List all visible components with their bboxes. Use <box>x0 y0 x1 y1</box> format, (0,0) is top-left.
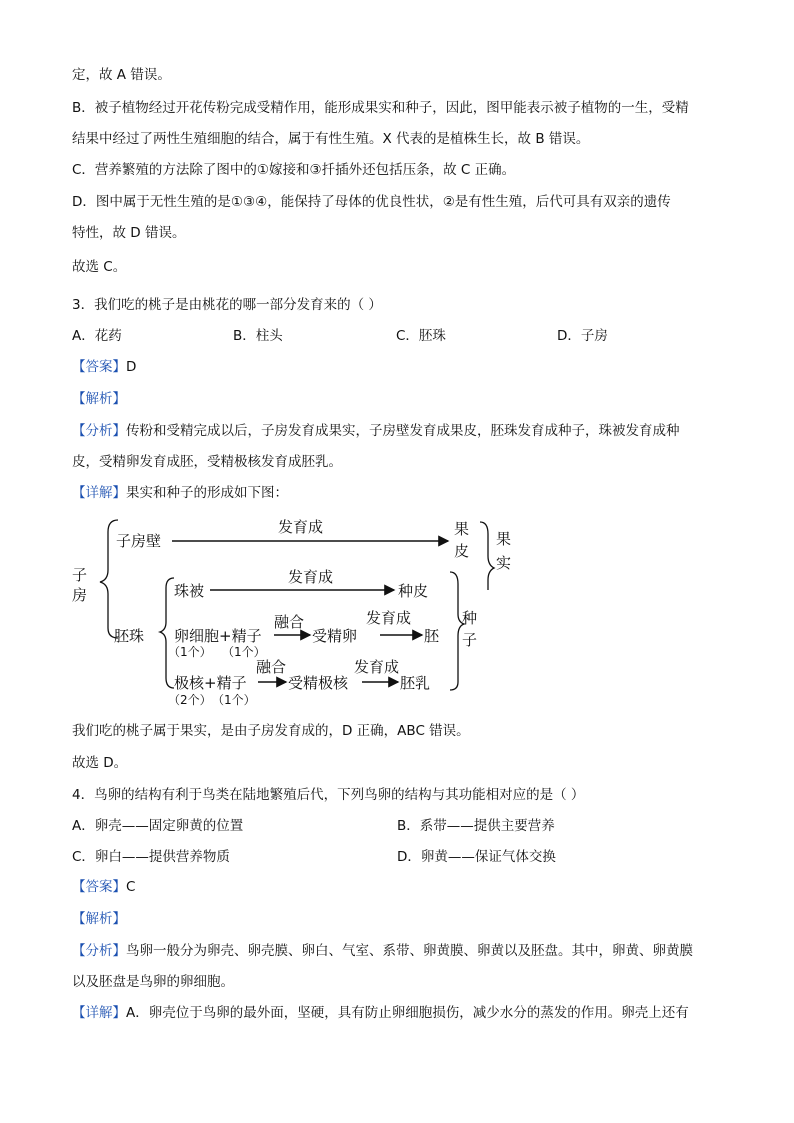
q3-fenxi-line-2: 皮，受精卵发育成胚，受精极核发育成胚乳。 <box>72 454 342 470</box>
q3-option-a: A．花药 <box>72 328 122 344</box>
text-line: 定，故 A 错误。 <box>72 67 171 83</box>
label-guoshi-2: 实 <box>496 554 512 572</box>
q4-option-a: A．卵壳——固定卵黄的位置 <box>72 818 244 834</box>
label-count-1b: （1个） <box>222 645 266 659</box>
label-fayucheng-1: 发育成 <box>278 518 324 536</box>
label-zi: 子 <box>72 566 88 584</box>
label-guo: 果 <box>454 520 470 538</box>
q3-fenxi-line-1 <box>72 422 680 440</box>
q3-option-b: B．柱头 <box>233 328 283 344</box>
answer-value: D <box>126 359 137 375</box>
q3-option-c: C．胚珠 <box>396 328 446 344</box>
answer-tag: 【答案】 <box>72 879 126 895</box>
question-3-stem: 3．我们吃的桃子是由桃花的哪一部分发育来的（ ） <box>72 297 382 313</box>
label-guoshi-1: 果 <box>496 530 512 548</box>
label-fayucheng-3: 发育成 <box>366 609 412 627</box>
text-line: C．营养繁殖的方法除了图中的①嫁接和③扦插外还包括压条，故 C 正确。 <box>72 162 516 178</box>
text-line: 故选 C。 <box>72 259 127 275</box>
label-pi: 皮 <box>454 542 470 560</box>
label-fang: 房 <box>72 586 88 604</box>
label-ronghe-2: 融合 <box>256 658 287 676</box>
label-shoujingjihe: 受精极核 <box>288 674 349 692</box>
label-count-1a: （1个） <box>168 645 212 659</box>
label-luanxibao-jingzi: 卵细胞+精子 <box>174 627 262 645</box>
label-shoujingluan: 受精卵 <box>312 627 358 645</box>
label-peiru: 胚乳 <box>400 674 431 692</box>
xiangjie-tag: 【详解】 <box>72 1005 126 1021</box>
xiangjie-tag: 【详解】 <box>72 485 126 501</box>
text-line: 结果中经过了两性生殖细胞的结合，属于有性生殖。X 代表的是植株生长，故 B 错误。 <box>72 131 590 147</box>
q4-fenxi-line-2: 以及胚盘是鸟卵的卵细胞。 <box>72 974 234 990</box>
analysis-tag: 【解析】 <box>72 391 126 407</box>
q3-xiangjie <box>72 484 288 502</box>
fenxi-text: 传粉和受精完成以后，子房发育成果实，子房壁发育成果皮，胚珠发育成种子，珠被发育成种 <box>126 423 680 439</box>
text-line: B．被子植物经过开花传粉完成受精作用，能形成果实和种子，因此，图甲能表示被子植物的一生，受精 <box>72 100 689 116</box>
q4-analysis-heading <box>72 910 126 928</box>
q4-xiangjie <box>72 1004 689 1022</box>
text-line: D．图中属于无性生殖的是①③④，能保持了母体的优良性状，②是有性生殖，后代可具有双亲的遗传 <box>72 194 671 210</box>
xiangjie-text: A．卵壳位于鸟卵的最外面，坚硬，具有防止卵细胞损伤，减少水分的蒸发的作用。卵壳上还有 <box>126 1005 689 1021</box>
label-fayucheng-2: 发育成 <box>288 568 334 586</box>
question-4-stem: 4．鸟卵的结构有利于鸟类在陆地繁殖后代，下列鸟卵的结构与其功能相对应的是（ ） <box>72 787 585 803</box>
q3-after-line-2: 故选 D。 <box>72 755 128 771</box>
q4-option-b: B．系带——提供主要营养 <box>397 818 555 834</box>
label-zi-2: 子 <box>462 631 478 649</box>
q4-option-c: C．卵白——提供营养物质 <box>72 849 230 865</box>
label-ronghe-1: 融合 <box>274 613 305 631</box>
xiangjie-text: 果实和种子的形成如下图： <box>126 485 288 501</box>
answer-value: C <box>126 879 136 895</box>
label-count-1c: （1个） <box>212 693 256 707</box>
label-pei: 胚 <box>424 627 440 645</box>
label-peizhu: 胚珠 <box>114 627 145 645</box>
fenxi-tag: 【分析】 <box>72 423 126 439</box>
fenxi-text: 鸟卵一般分为卵壳、卵壳膜、卵白、气室、系带、卵黄膜、卵黄以及胚盘。其中，卵黄、卵黄膜 <box>126 943 693 959</box>
label-jihe-jingzi: 极核+精子 <box>174 674 247 692</box>
q3-after-line-1: 我们吃的桃子属于果实，是由子房发育成的，D 正确，ABC 错误。 <box>72 723 470 739</box>
label-zhong: 种 <box>462 609 478 627</box>
q3-analysis-heading <box>72 390 126 408</box>
label-fayucheng-4: 发育成 <box>354 658 400 676</box>
q4-fenxi-line-1 <box>72 942 693 960</box>
q3-option-d: D．子房 <box>557 328 608 344</box>
label-zifangbi: 子房壁 <box>116 532 162 550</box>
label-count-2: （2个） <box>168 693 212 707</box>
fenxi-tag: 【分析】 <box>72 943 126 959</box>
q4-option-d: D．卵黄——保证气体交换 <box>397 849 556 865</box>
fruit-seed-formation-diagram <box>70 510 530 710</box>
q4-answer <box>72 878 135 896</box>
analysis-tag: 【解析】 <box>72 911 126 927</box>
answer-tag: 【答案】 <box>72 359 126 375</box>
text-line: 特性，故 D 错误。 <box>72 225 186 241</box>
label-zhubei: 珠被 <box>174 582 205 600</box>
label-zhongpi: 种皮 <box>398 582 429 600</box>
q3-answer <box>72 358 136 376</box>
